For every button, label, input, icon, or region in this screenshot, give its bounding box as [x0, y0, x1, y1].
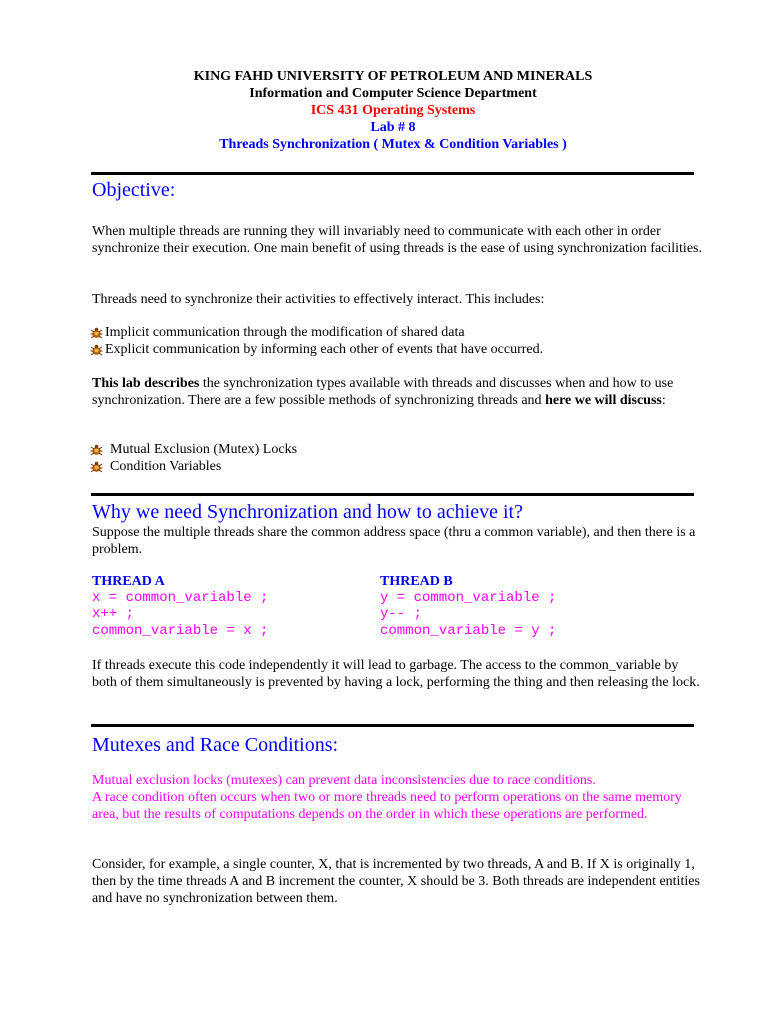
list-item: [90, 458, 297, 475]
objective-paragraph-3: [92, 375, 702, 409]
methods-list: [90, 441, 297, 475]
objective-heading: Objective:: [92, 179, 176, 201]
course-title: ICS 431 Operating Systems: [310, 103, 476, 118]
department-name: Information and Computer Science Department: [249, 86, 537, 101]
bug-bullet-icon: [90, 444, 103, 456]
objective-paragraph-2: Threads need to synchronize their activities to effectively interact. This includes:: [92, 292, 545, 307]
section-divider: [91, 724, 694, 727]
bug-bullet-icon: [90, 344, 103, 356]
list-item: [90, 324, 543, 341]
code-line: common_variable = y ;: [380, 622, 557, 639]
body-text: :: [661, 393, 666, 408]
section-divider: [91, 493, 694, 496]
list-item-text: Implicit communication through the modification of shared data: [105, 325, 465, 340]
lab-number: Lab # 8: [370, 120, 416, 135]
thread-a-block: [92, 573, 268, 639]
bold-text: This lab describes: [92, 376, 200, 391]
list-item: [90, 441, 297, 458]
list-item-text: Explicit communication by informing each other of events that have occurred.: [105, 342, 544, 357]
mutex-paragraph-3: Consider, for example, a single counter, X, that is incremented by two threads, A and B. If X is originally 1, then by the time threads A and B increment the counter, X should be 3. Both threads are independent entities and have no synchronization between them.: [92, 857, 700, 906]
list-item-text: Mutual Exclusion (Mutex) Locks: [110, 442, 298, 457]
mutex-paragraph-2: A race condition often occurs when two or more threads need to perform operations on the same memory area, but the results of computations depends on the order in which these operations are performed.: [92, 790, 682, 822]
objective-paragraph-1: When multiple threads are running they will invariably need to communicate with each other in order synchronize their execution. One main benefit of using threads is the ease of using synchronization facilities.: [92, 224, 702, 256]
code-line: y-- ;: [380, 606, 423, 622]
list-item-text: Condition Variables: [110, 459, 222, 474]
bug-bullet-icon: [90, 461, 103, 473]
mutex-paragraph-1: Mutual exclusion locks (mutexes) can prevent data inconsistencies due to race conditions.: [92, 773, 596, 788]
bold-text: here we will discuss: [545, 393, 662, 408]
document-header: [0, 68, 768, 153]
thread-b-block: [380, 573, 556, 639]
list-item: [90, 341, 543, 358]
section-divider: [91, 172, 694, 175]
mutex-heading: Mutexes and Race Conditions:: [92, 734, 339, 756]
thread-b-title: THREAD B: [380, 574, 453, 589]
code-line: x++ ;: [92, 606, 135, 622]
body-text: the synchronization types available with threads and discusses when and how to use synchronization. There are a few possible methods of synchronizing threads and: [92, 376, 674, 408]
why-paragraph-1: Suppose the multiple threads share the common address space (thru a common variable), and then there is a problem.: [92, 525, 696, 557]
lab-topic: Threads Synchronization ( Mutex & Condition Variables ): [219, 137, 567, 152]
thread-a-title: THREAD A: [92, 574, 165, 589]
why-paragraph-2: If threads execute this code independently it will lead to garbage. The access to the common_variable by both of them simultaneously is prevented by having a lock, performing the thing and then releasing the lock.: [92, 658, 700, 690]
code-line: common_variable = x ;: [92, 622, 269, 639]
communication-list: [90, 324, 543, 358]
code-line: x = common_variable ;: [92, 589, 269, 606]
why-heading: Why we need Synchronization and how to achieve it?: [92, 501, 523, 523]
code-line: y = common_variable ;: [380, 589, 557, 606]
bug-bullet-icon: [90, 327, 103, 339]
university-name: KING FAHD UNIVERSITY OF PETROLEUM AND MINERALS: [193, 69, 593, 84]
